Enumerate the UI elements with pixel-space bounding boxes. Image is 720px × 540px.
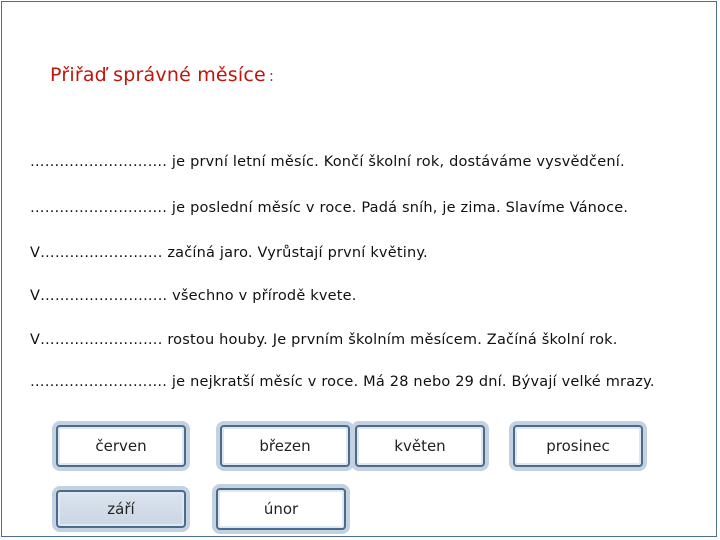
title-colon: :	[268, 67, 275, 85]
sentence-march: V……………………. začíná jaro. Vyrůstají první květiny.	[30, 245, 428, 261]
month-tile-prosinec[interactable]: prosinec	[513, 425, 643, 467]
month-tile-brezen[interactable]: březen	[220, 425, 350, 467]
title-text: Přiřaď správné měsíce	[50, 64, 266, 86]
exercise-title	[50, 64, 274, 86]
sentence-december: ………………………. je poslední měsíc v roce. Padá sníh, je zima. Slavíme Vánoce.	[30, 200, 629, 216]
month-tile-zari[interactable]: září	[56, 490, 186, 528]
sentence-february: ………………………. je nejkratší měsíc v roce. Má 28 nebo 29 dní. Bývají velké mrazy.	[30, 374, 655, 390]
month-tile-kveten[interactable]: květen	[355, 425, 485, 467]
sentence-september: V……………………. rostou houby. Je prvním školním měsícem. Začíná školní rok.	[30, 332, 618, 348]
sentence-june: ………………………. je první letní měsíc. Končí školní rok, dostáváme vysvědčení.	[30, 154, 625, 170]
month-tile-unor[interactable]: únor	[216, 488, 346, 530]
month-tile-cerven[interactable]: červen	[56, 425, 186, 467]
sentence-may: V…………………….. všechno v přírodě kvete.	[30, 288, 357, 304]
